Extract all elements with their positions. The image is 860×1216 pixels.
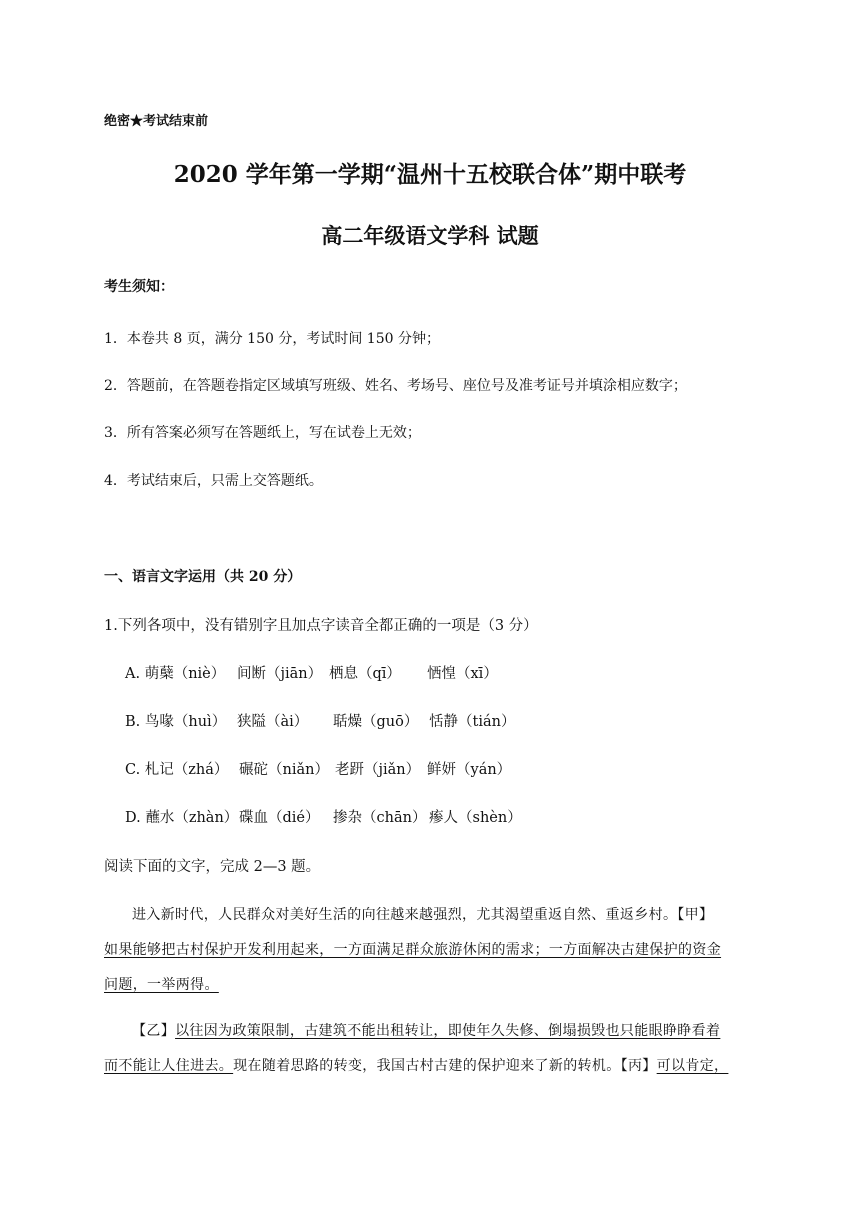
option-term: B. 鸟喙（huì） xyxy=(125,714,227,730)
question-1-stem: 1.下列各项中，没有错别字且加点字读音全都正确的一项是（3 分） xyxy=(104,618,538,634)
option-term: 恬静（tián） xyxy=(429,714,516,730)
exam-subtitle: 高二年级语文学科 试题 xyxy=(321,223,539,248)
passage-underlined-text: 而不能让人住进去。 xyxy=(104,1058,234,1074)
option-term: 鲜妍（yán） xyxy=(427,762,512,778)
option-b xyxy=(125,710,515,731)
passage-underlined-text: 可以肯定， xyxy=(656,1058,729,1074)
section-heading: 一、语言文字运用（共 20 分） xyxy=(104,569,302,585)
passage-text: 现在随着思路的转变，我国古村古建的保护迎来了新的转机。【丙】 xyxy=(233,1058,657,1074)
passage-line xyxy=(104,1020,760,1040)
option-term: 碾砣（niǎn） xyxy=(239,762,329,778)
option-term: 栖息（qī） xyxy=(329,666,401,682)
passage-line: 进入新时代，人民群众对美好生活的向往越来越强烈，尤其渴望重返自然、重返乡村。【甲】 xyxy=(132,907,714,923)
passage-line xyxy=(104,1055,760,1075)
option-term: 间断（jiān） xyxy=(237,666,323,682)
option-term: 碟血（dié） xyxy=(239,810,320,826)
notice-item: 3．所有答案必须写在答题纸上，写在试卷上无效； xyxy=(104,425,421,441)
option-term: C. 札记（zhá） xyxy=(125,762,229,778)
option-d xyxy=(125,806,522,827)
passage-line-underlined: 如果能够把古村保护开发利用起来，一方面满足群众旅游休闲的需求；一方面解决古建保护的资金 xyxy=(104,942,722,958)
notice-item: 4．考试结束后，只需上交答题纸。 xyxy=(104,473,323,489)
option-term: 掺杂（chān） xyxy=(333,810,427,826)
reading-instruction: 阅读下面的文字，完成 2—3 题。 xyxy=(104,859,321,875)
option-term: 瘆人（shèn） xyxy=(429,810,522,826)
confidential-label: 绝密★考试结束前 xyxy=(104,114,209,129)
passage-line-underlined: 问题，一举两得。 xyxy=(104,977,219,993)
option-term: 聒燥（guō） xyxy=(333,714,419,730)
option-term: 狭隘（ài） xyxy=(237,714,309,730)
option-term: A. 萌蘖（niè） xyxy=(125,666,226,682)
notice-item: 1．本卷共 8 页，满分 150 分，考试时间 150 分钟； xyxy=(104,331,440,347)
exam-title: 2020 学年第一学期“温州十五校联合体”期中联考 xyxy=(173,161,687,188)
notice-item: 2．答题前，在答题卷指定区域填写班级、姓名、考场号、座位号及准考证号并填涂相应数字； xyxy=(104,378,687,394)
option-term: 老趼（jiǎn） xyxy=(335,762,421,778)
passage-underlined-text: 以往因为政策限制，古建筑不能出租转让，即使年久失修、倒塌损毁也只能眼睁睁看着 xyxy=(175,1023,721,1039)
passage-tag: 【乙】 xyxy=(132,1023,176,1039)
option-term: 恓惶（xī） xyxy=(427,666,498,682)
option-a xyxy=(125,662,498,683)
option-term: D. 蘸水（zhàn） xyxy=(125,810,239,826)
notice-heading: 考生须知： xyxy=(104,279,174,295)
option-c xyxy=(125,758,511,779)
